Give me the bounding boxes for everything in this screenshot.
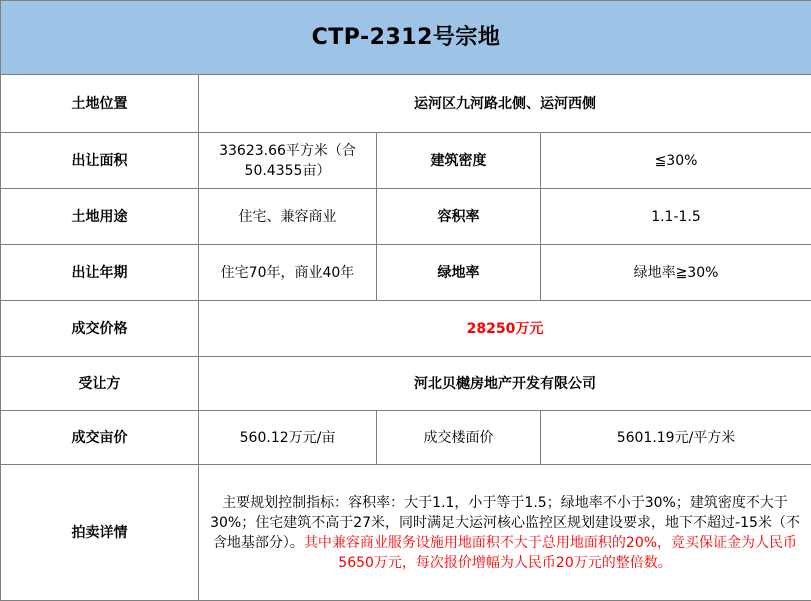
area-value-line1: 33623.66平方米（合 [205, 141, 370, 161]
term-row [1, 245, 811, 301]
term-label: 出让年期 [1, 245, 199, 301]
far-label: 容积率 [377, 189, 541, 245]
green-label: 绿地率 [377, 245, 541, 301]
use-label: 土地用途 [1, 189, 199, 245]
price-label: 成交价格 [1, 301, 199, 357]
details-text-red: 其中兼容商业服务设施用地面积不大于总用地面积的20%，竞买保证金为人民币5650万元，每次报价增幅为人民币20万元的整倍数。 [304, 535, 797, 571]
unit-price-value: 560.12万元/亩 [199, 411, 377, 465]
details-row [1, 465, 811, 601]
details-text-black: 主要规划控制指标：容积率：大于1.1，小于等于1.5；绿地率不小于30%；建筑密度不大于30%；住宅建筑不高于27米，同时满足大运河核心监控区规划建设要求，地下不超过-15米（不含地基部分）。 [210, 495, 800, 551]
use-row [1, 189, 811, 245]
use-value: 住宅、兼容商业 [199, 189, 377, 245]
density-value: ≦30% [541, 133, 811, 189]
sheet-title: CTP-2312号宗地 [1, 1, 811, 75]
location-row [1, 75, 811, 133]
unit-price-label: 成交亩价 [1, 411, 199, 465]
area-label: 出让面积 [1, 133, 199, 189]
buyer-label: 受让方 [1, 357, 199, 411]
location-value: 运河区九河路北侧、运河西侧 [199, 75, 811, 133]
title-row [1, 1, 811, 75]
floor-price-value: 5601.19元/平方米 [541, 411, 811, 465]
buyer-row [1, 357, 811, 411]
details-label: 拍卖详情 [1, 465, 199, 601]
term-value: 住宅70年，商业40年 [199, 245, 377, 301]
price-row [1, 301, 811, 357]
area-value-line2: 50.4355亩） [205, 161, 370, 181]
details-text [199, 465, 811, 601]
location-label: 土地位置 [1, 75, 199, 133]
far-value: 1.1-1.5 [541, 189, 811, 245]
area-value [199, 133, 377, 189]
price-value: 28250万元 [199, 301, 811, 357]
area-row [1, 133, 811, 189]
buyer-value: 河北贝樾房地产开发有限公司 [199, 357, 811, 411]
floor-price-label: 成交楼面价 [377, 411, 541, 465]
unit-price-row [1, 411, 811, 465]
density-label: 建筑密度 [377, 133, 541, 189]
green-value: 绿地率≧30% [541, 245, 811, 301]
